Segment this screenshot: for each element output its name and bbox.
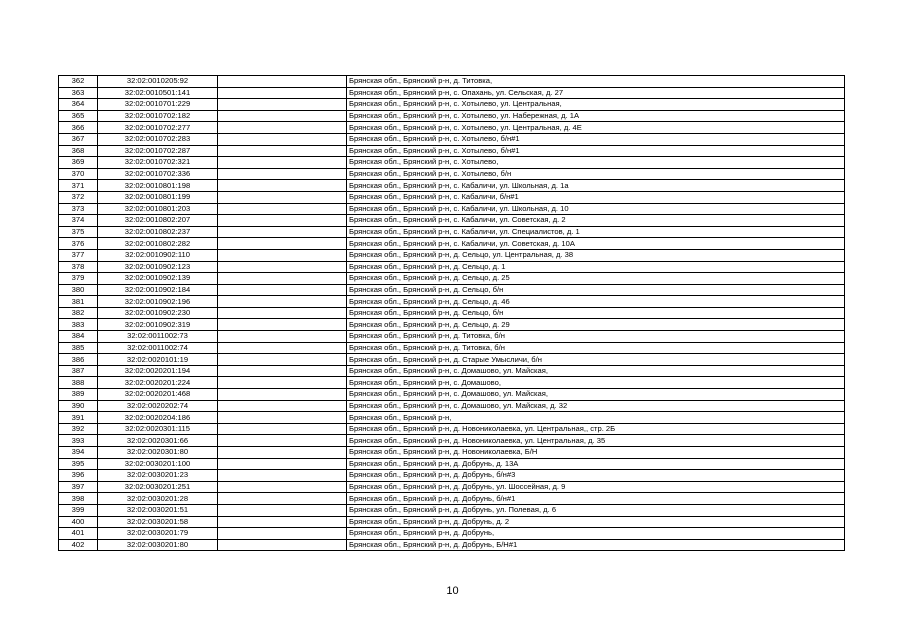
cadastral-number-cell: 32:02:0010902:230 bbox=[98, 307, 218, 319]
address-cell: Брянская обл., Брянский р-н, д. Добрунь, Б/Н#1 bbox=[347, 539, 845, 551]
empty-cell bbox=[218, 470, 347, 482]
empty-cell bbox=[218, 528, 347, 540]
address-cell: Брянская обл., Брянский р-н, с. Хотылево, bbox=[347, 157, 845, 169]
row-number-cell: 373 bbox=[59, 203, 98, 215]
cadastral-number-cell: 32:02:0030201:79 bbox=[98, 528, 218, 540]
empty-cell bbox=[218, 122, 347, 134]
table-row bbox=[59, 180, 845, 192]
cadastral-number-cell: 32:02:0010801:198 bbox=[98, 180, 218, 192]
row-number-cell: 369 bbox=[59, 157, 98, 169]
table-row bbox=[59, 342, 845, 354]
address-cell: Брянская обл., Брянский р-н, д. Сельцо, б/н bbox=[347, 284, 845, 296]
row-number-cell: 374 bbox=[59, 215, 98, 227]
table-row bbox=[59, 284, 845, 296]
row-number-cell: 402 bbox=[59, 539, 98, 551]
row-number-cell: 378 bbox=[59, 261, 98, 273]
empty-cell bbox=[218, 157, 347, 169]
table-row bbox=[59, 226, 845, 238]
row-number-cell: 377 bbox=[59, 249, 98, 261]
table-row bbox=[59, 145, 845, 157]
cadastral-number-cell: 32:02:0020101:19 bbox=[98, 354, 218, 366]
cadastral-number-cell: 32:02:0010702:336 bbox=[98, 168, 218, 180]
empty-cell bbox=[218, 261, 347, 273]
cadastral-number-cell: 32:02:0010701:229 bbox=[98, 99, 218, 111]
empty-cell bbox=[218, 412, 347, 424]
cadastral-number-cell: 32:02:0010902:196 bbox=[98, 296, 218, 308]
row-number-cell: 370 bbox=[59, 168, 98, 180]
empty-cell bbox=[218, 99, 347, 111]
table-row bbox=[59, 516, 845, 528]
row-number-cell: 376 bbox=[59, 238, 98, 250]
cadastral-number-cell: 32:02:0010902:110 bbox=[98, 249, 218, 261]
table-row bbox=[59, 133, 845, 145]
cadastral-number-cell: 32:02:0030201:23 bbox=[98, 470, 218, 482]
empty-cell bbox=[218, 296, 347, 308]
table-row bbox=[59, 331, 845, 343]
table-row bbox=[59, 238, 845, 250]
registry-table bbox=[58, 75, 845, 551]
table-row bbox=[59, 168, 845, 180]
table-row bbox=[59, 423, 845, 435]
registry-table-body bbox=[59, 76, 845, 551]
cadastral-number-cell: 32:02:0010702:283 bbox=[98, 133, 218, 145]
row-number-cell: 396 bbox=[59, 470, 98, 482]
cadastral-number-cell: 32:02:0011002:74 bbox=[98, 342, 218, 354]
row-number-cell: 365 bbox=[59, 110, 98, 122]
cadastral-number-cell: 32:02:0010902:139 bbox=[98, 273, 218, 285]
table-row bbox=[59, 458, 845, 470]
table-row bbox=[59, 99, 845, 111]
cadastral-number-cell: 32:02:0010902:184 bbox=[98, 284, 218, 296]
empty-cell bbox=[218, 215, 347, 227]
cadastral-number-cell: 32:02:0020201:194 bbox=[98, 365, 218, 377]
address-cell: Брянская обл., Брянский р-н, с. Хотылево, б/н bbox=[347, 168, 845, 180]
cadastral-number-cell: 32:02:0010801:199 bbox=[98, 191, 218, 203]
page-number: 10 bbox=[446, 585, 459, 597]
cadastral-number-cell: 32:02:0010802:207 bbox=[98, 215, 218, 227]
empty-cell bbox=[218, 203, 347, 215]
cadastral-number-cell: 32:02:0010802:237 bbox=[98, 226, 218, 238]
table-row bbox=[59, 249, 845, 261]
row-number-cell: 386 bbox=[59, 354, 98, 366]
cadastral-number-cell: 32:02:0010902:319 bbox=[98, 319, 218, 331]
empty-cell bbox=[218, 447, 347, 459]
table-row bbox=[59, 307, 845, 319]
empty-cell bbox=[218, 458, 347, 470]
empty-cell bbox=[218, 133, 347, 145]
table-row bbox=[59, 365, 845, 377]
empty-cell bbox=[218, 145, 347, 157]
table-row bbox=[59, 122, 845, 134]
row-number-cell: 395 bbox=[59, 458, 98, 470]
empty-cell bbox=[218, 273, 347, 285]
table-row bbox=[59, 215, 845, 227]
empty-cell bbox=[218, 400, 347, 412]
empty-cell bbox=[218, 435, 347, 447]
address-cell: Брянская обл., Брянский р-н, д. Сельцо, д. 46 bbox=[347, 296, 845, 308]
address-cell: Брянская обл., Брянский р-н, д. Сельцо, д. 25 bbox=[347, 273, 845, 285]
empty-cell bbox=[218, 238, 347, 250]
empty-cell bbox=[218, 76, 347, 88]
address-cell: Брянская обл., Брянский р-н, с. Кабаличи, ул. Советская, д. 10А bbox=[347, 238, 845, 250]
address-cell: Брянская обл., Брянский р-н, д. Сельцо, д. 1 bbox=[347, 261, 845, 273]
address-cell: Брянская обл., Брянский р-н, с. Кабаличи, ул. Советская, д. 2 bbox=[347, 215, 845, 227]
row-number-cell: 397 bbox=[59, 481, 98, 493]
empty-cell bbox=[218, 180, 347, 192]
table-row bbox=[59, 528, 845, 540]
empty-cell bbox=[218, 516, 347, 528]
row-number-cell: 379 bbox=[59, 273, 98, 285]
cadastral-number-cell: 32:02:0030201:100 bbox=[98, 458, 218, 470]
table-row bbox=[59, 435, 845, 447]
table-row bbox=[59, 87, 845, 99]
row-number-cell: 388 bbox=[59, 377, 98, 389]
cadastral-number-cell: 32:02:0010501:141 bbox=[98, 87, 218, 99]
address-cell: Брянская обл., Брянский р-н, с. Хотылево, ул. Центральная, д. 4Е bbox=[347, 122, 845, 134]
row-number-cell: 382 bbox=[59, 307, 98, 319]
address-cell: Брянская обл., Брянский р-н, д. Сельцо, д. 29 bbox=[347, 319, 845, 331]
empty-cell bbox=[218, 377, 347, 389]
cadastral-number-cell: 32:02:0020301:66 bbox=[98, 435, 218, 447]
address-cell: Брянская обл., Брянский р-н, д. Добрунь, д. 13А bbox=[347, 458, 845, 470]
table-row bbox=[59, 389, 845, 401]
address-cell: Брянская обл., Брянский р-н, с. Кабаличи, ул. Школьная, д. 10 bbox=[347, 203, 845, 215]
row-number-cell: 368 bbox=[59, 145, 98, 157]
table-row bbox=[59, 447, 845, 459]
cadastral-number-cell: 32:02:0030201:80 bbox=[98, 539, 218, 551]
address-cell: Брянская обл., Брянский р-н, с. Хотылево, б/н#1 bbox=[347, 145, 845, 157]
row-number-cell: 394 bbox=[59, 447, 98, 459]
address-cell: Брянская обл., Брянский р-н, д. Добрунь, д. 2 bbox=[347, 516, 845, 528]
row-number-cell: 372 bbox=[59, 191, 98, 203]
table-row bbox=[59, 539, 845, 551]
empty-cell bbox=[218, 342, 347, 354]
cadastral-number-cell: 32:02:0020202:74 bbox=[98, 400, 218, 412]
row-number-cell: 387 bbox=[59, 365, 98, 377]
row-number-cell: 392 bbox=[59, 423, 98, 435]
empty-cell bbox=[218, 226, 347, 238]
row-number-cell: 390 bbox=[59, 400, 98, 412]
row-number-cell: 400 bbox=[59, 516, 98, 528]
row-number-cell: 401 bbox=[59, 528, 98, 540]
address-cell: Брянская обл., Брянский р-н, д. Сельцо, ул. Центральная, д. 38 bbox=[347, 249, 845, 261]
address-cell: Брянская обл., Брянский р-н, д. Титовка, bbox=[347, 76, 845, 88]
address-cell: Брянская обл., Брянский р-н, д. Старые Умысличи, б/н bbox=[347, 354, 845, 366]
empty-cell bbox=[218, 307, 347, 319]
address-cell: Брянская обл., Брянский р-н, д. Титовка, б/н bbox=[347, 342, 845, 354]
row-number-cell: 367 bbox=[59, 133, 98, 145]
cadastral-number-cell: 32:02:0010702:277 bbox=[98, 122, 218, 134]
empty-cell bbox=[218, 423, 347, 435]
cadastral-number-cell: 32:02:0010801:203 bbox=[98, 203, 218, 215]
empty-cell bbox=[218, 168, 347, 180]
cadastral-number-cell: 32:02:0010702:182 bbox=[98, 110, 218, 122]
cadastral-number-cell: 32:02:0030201:58 bbox=[98, 516, 218, 528]
table-row bbox=[59, 273, 845, 285]
address-cell: Брянская обл., Брянский р-н, д. Новониколаевка, ул. Центральная, д. 35 bbox=[347, 435, 845, 447]
empty-cell bbox=[218, 354, 347, 366]
empty-cell bbox=[218, 319, 347, 331]
cadastral-number-cell: 32:02:0010802:282 bbox=[98, 238, 218, 250]
table-row bbox=[59, 261, 845, 273]
row-number-cell: 385 bbox=[59, 342, 98, 354]
table-row bbox=[59, 157, 845, 169]
cadastral-number-cell: 32:02:0020201:468 bbox=[98, 389, 218, 401]
row-number-cell: 362 bbox=[59, 76, 98, 88]
address-cell: Брянская обл., Брянский р-н, с. Кабаличи, ул. Школьная, д. 1а bbox=[347, 180, 845, 192]
cadastral-number-cell: 32:02:0030201:28 bbox=[98, 493, 218, 505]
address-cell: Брянская обл., Брянский р-н, bbox=[347, 412, 845, 424]
address-cell: Брянская обл., Брянский р-н, д. Добрунь, ул. Полевая, д. 6 bbox=[347, 504, 845, 516]
address-cell: Брянская обл., Брянский р-н, д. Добрунь, б/н#3 bbox=[347, 470, 845, 482]
table-row bbox=[59, 377, 845, 389]
address-cell: Брянская обл., Брянский р-н, с. Домашово, bbox=[347, 377, 845, 389]
row-number-cell: 375 bbox=[59, 226, 98, 238]
row-number-cell: 366 bbox=[59, 122, 98, 134]
address-cell: Брянская обл., Брянский р-н, с. Домашово, ул. Майская, bbox=[347, 365, 845, 377]
table-row bbox=[59, 470, 845, 482]
empty-cell bbox=[218, 284, 347, 296]
row-number-cell: 380 bbox=[59, 284, 98, 296]
address-cell: Брянская обл., Брянский р-н, с. Домашово, ул. Майская, д. 32 bbox=[347, 400, 845, 412]
empty-cell bbox=[218, 331, 347, 343]
table-row bbox=[59, 481, 845, 493]
cadastral-number-cell: 32:02:0030201:251 bbox=[98, 481, 218, 493]
row-number-cell: 384 bbox=[59, 331, 98, 343]
address-cell: Брянская обл., Брянский р-н, д. Новониколаевка, ул. Центральная,, стр. 2Б bbox=[347, 423, 845, 435]
cadastral-number-cell: 32:02:0020301:80 bbox=[98, 447, 218, 459]
cadastral-number-cell: 32:02:0020201:224 bbox=[98, 377, 218, 389]
empty-cell bbox=[218, 481, 347, 493]
cadastral-number-cell: 32:02:0020301:115 bbox=[98, 423, 218, 435]
cadastral-number-cell: 32:02:0030201:51 bbox=[98, 504, 218, 516]
address-cell: Брянская обл., Брянский р-н, д. Добрунь, bbox=[347, 528, 845, 540]
row-number-cell: 371 bbox=[59, 180, 98, 192]
address-cell: Брянская обл., Брянский р-н, д. Титовка, б/н bbox=[347, 331, 845, 343]
row-number-cell: 383 bbox=[59, 319, 98, 331]
empty-cell bbox=[218, 87, 347, 99]
empty-cell bbox=[218, 539, 347, 551]
table-row bbox=[59, 76, 845, 88]
row-number-cell: 363 bbox=[59, 87, 98, 99]
empty-cell bbox=[218, 191, 347, 203]
row-number-cell: 399 bbox=[59, 504, 98, 516]
row-number-cell: 393 bbox=[59, 435, 98, 447]
cadastral-number-cell: 32:02:0010205:92 bbox=[98, 76, 218, 88]
cadastral-number-cell: 32:02:0011002:73 bbox=[98, 331, 218, 343]
cadastral-number-cell: 32:02:0010702:287 bbox=[98, 145, 218, 157]
cadastral-number-cell: 32:02:0020204:186 bbox=[98, 412, 218, 424]
address-cell: Брянская обл., Брянский р-н, д. Сельцо, б/н bbox=[347, 307, 845, 319]
row-number-cell: 364 bbox=[59, 99, 98, 111]
empty-cell bbox=[218, 249, 347, 261]
table-row bbox=[59, 504, 845, 516]
empty-cell bbox=[218, 365, 347, 377]
row-number-cell: 391 bbox=[59, 412, 98, 424]
empty-cell bbox=[218, 493, 347, 505]
table-row bbox=[59, 493, 845, 505]
address-cell: Брянская обл., Брянский р-н, с. Хотылево, ул. Набережная, д. 1А bbox=[347, 110, 845, 122]
table-row bbox=[59, 110, 845, 122]
address-cell: Брянская обл., Брянский р-н, с. Хотылево, ул. Центральная, bbox=[347, 99, 845, 111]
address-cell: Брянская обл., Брянский р-н, с. Опахань, ул. Сельская, д. 27 bbox=[347, 87, 845, 99]
address-cell: Брянская обл., Брянский р-н, с. Кабаличи, б/н#1 bbox=[347, 191, 845, 203]
cadastral-number-cell: 32:02:0010702:321 bbox=[98, 157, 218, 169]
table-row bbox=[59, 191, 845, 203]
address-cell: Брянская обл., Брянский р-н, с. Кабаличи, ул. Специалистов, д. 1 bbox=[347, 226, 845, 238]
table-row bbox=[59, 319, 845, 331]
table-row bbox=[59, 354, 845, 366]
address-cell: Брянская обл., Брянский р-н, д. Добрунь, ул. Шоссейная, д. 9 bbox=[347, 481, 845, 493]
row-number-cell: 389 bbox=[59, 389, 98, 401]
row-number-cell: 398 bbox=[59, 493, 98, 505]
empty-cell bbox=[218, 389, 347, 401]
table-row bbox=[59, 296, 845, 308]
empty-cell bbox=[218, 110, 347, 122]
address-cell: Брянская обл., Брянский р-н, с. Хотылево, б/н#1 bbox=[347, 133, 845, 145]
table-row bbox=[59, 203, 845, 215]
table-row bbox=[59, 412, 845, 424]
cadastral-number-cell: 32:02:0010902:123 bbox=[98, 261, 218, 273]
address-cell: Брянская обл., Брянский р-н, с. Домашово, ул. Майская, bbox=[347, 389, 845, 401]
address-cell: Брянская обл., Брянский р-н, д. Новониколаевка, Б/Н bbox=[347, 447, 845, 459]
address-cell: Брянская обл., Брянский р-н, д. Добрунь, б/н#1 bbox=[347, 493, 845, 505]
row-number-cell: 381 bbox=[59, 296, 98, 308]
empty-cell bbox=[218, 504, 347, 516]
table-row bbox=[59, 400, 845, 412]
